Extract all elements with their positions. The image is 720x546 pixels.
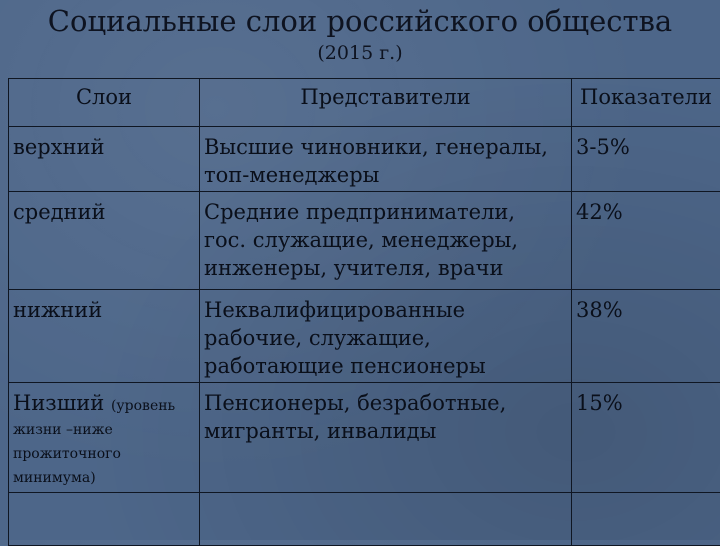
table-row-empty bbox=[9, 493, 720, 546]
representatives-line: инженеры, учителя, врачи bbox=[204, 254, 567, 282]
representatives-line: мигранты, инвалиды bbox=[204, 417, 567, 445]
table-row bbox=[9, 192, 720, 290]
indicator-cell bbox=[572, 127, 720, 192]
layer-note-line: прожиточного bbox=[13, 442, 195, 466]
representatives-line: Средние предприниматели, bbox=[204, 198, 567, 226]
indicator-value: 42% bbox=[576, 200, 623, 224]
table-row bbox=[9, 383, 720, 493]
layer-cell bbox=[9, 192, 200, 290]
layer-label: верхний bbox=[13, 135, 105, 159]
layer-cell bbox=[9, 127, 200, 192]
layer-note-line: жизни –ниже bbox=[13, 418, 195, 442]
table-row bbox=[9, 290, 720, 383]
indicator-value: 38% bbox=[576, 298, 623, 322]
representatives-line: Пенсионеры, безработные, bbox=[204, 389, 567, 417]
layer-label: Низший bbox=[13, 391, 104, 415]
representatives-cell bbox=[200, 192, 572, 290]
slide-subtitle: (2015 г.) bbox=[0, 42, 720, 64]
layer-cell bbox=[9, 493, 200, 546]
representatives-line: рабочие, служащие, bbox=[204, 324, 567, 352]
representatives-line: Высшие чиновники, генералы, bbox=[204, 133, 567, 161]
indicator-cell bbox=[572, 383, 720, 493]
indicator-cell bbox=[572, 192, 720, 290]
representatives-cell bbox=[200, 127, 572, 192]
indicator-cell bbox=[572, 290, 720, 383]
representatives-cell bbox=[200, 383, 572, 493]
indicator-value: 15% bbox=[576, 391, 623, 415]
column-header-representatives: Представители bbox=[200, 79, 572, 127]
column-header-layers: Слои bbox=[9, 79, 200, 127]
representatives-cell bbox=[200, 290, 572, 383]
slide-title: Социальные слои российского общества bbox=[0, 4, 720, 38]
column-header-indicators: Показатели bbox=[572, 79, 720, 127]
table-header-row bbox=[9, 79, 720, 127]
representatives-cell bbox=[200, 493, 572, 546]
representatives-line: Неквалифицированные bbox=[204, 296, 567, 324]
layer-cell bbox=[9, 383, 200, 493]
representatives-line: гос. служащие, менеджеры, bbox=[204, 226, 567, 254]
layer-label: нижний bbox=[13, 298, 102, 322]
representatives-line: работающие пенсионеры bbox=[204, 352, 567, 380]
social-layers-table bbox=[8, 78, 720, 546]
layer-cell bbox=[9, 290, 200, 383]
indicator-cell bbox=[572, 493, 720, 546]
layer-label: средний bbox=[13, 200, 106, 224]
table-row bbox=[9, 127, 720, 192]
layer-note-line: минимума) bbox=[13, 466, 195, 490]
layer-note-line: (уровень bbox=[111, 398, 175, 414]
representatives-line: топ-менеджеры bbox=[204, 161, 567, 189]
indicator-value: 3-5% bbox=[576, 135, 630, 159]
